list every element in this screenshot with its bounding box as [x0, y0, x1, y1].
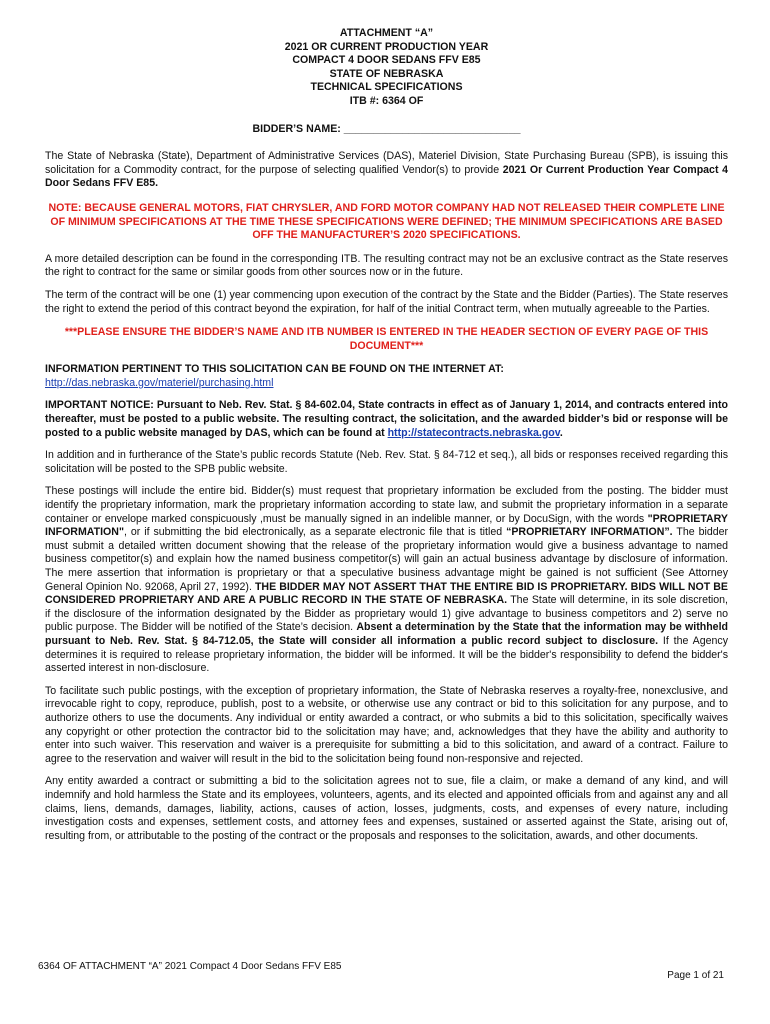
header-line: ITB #: 6364 OF — [349, 94, 424, 107]
purchasing-link[interactable]: http://das.nebraska.gov/materiel/purchasing.html — [45, 376, 274, 389]
info-heading: INFORMATION PERTINENT TO THIS SOLICITATION CAN BE FOUND ON THE INTERNET AT: — [45, 363, 504, 376]
header-line: ATTACHMENT “A” — [339, 27, 434, 39]
header-line: 2021 OR CURRENT PRODUCTION YEAR — [284, 40, 489, 53]
important-end: . — [559, 426, 563, 439]
postings-text: The State will determine, in its sole discretion, if the disclosure of the information designated by the Bidder as proprietary would 1) give advantage to business competitors and 2) serve no public purpose. The Bidder will be notified of the State’s decision. — [45, 594, 728, 634]
postings-paragraph — [45, 485, 728, 675]
footer-document-id: 6364 OF ATTACHMENT “A” 2021 Compact 4 Door Sedans FFV E85 — [38, 961, 342, 972]
postings-text: The bidder must submit a detailed written document showing that the release of the proprietary information would give a business advantage to named business competitor(s) and explain how the named business competitor(s) will gain an actual business advantage by disclosure of information. The mere assertion that information is proprietary or that a speculative business advantage might be gained is not sufficient (See Attorney General Opinion No. 92068, April 27, 1992). — [45, 526, 729, 593]
document-page — [45, 27, 728, 852]
intro-text: The State of Nebraska (State), Department of Administrative Services (DAS), Materiel Division, State Purchasing Bureau (SPB), is issuing this solicitation for a Commodity contract, for the purpose of selecting qualified Vendor(s) to provide — [45, 150, 728, 176]
postings-text: If the Agency determines it is required to release proprietary information, the bidder will be informed. It will be the bidder's responsibility to defend the bidder's asserted interest in non-disclosure. — [45, 634, 728, 675]
info-block — [45, 363, 728, 390]
postings-bold: “PROPRIETARY INFORMATION”. — [506, 526, 673, 539]
bidder-name-field: BIDDER’S NAME: ______________________________ — [252, 122, 521, 135]
header-line: STATE OF NEBRASKA — [329, 67, 444, 80]
header-line: COMPACT 4 DOOR SEDANS FFV E85 — [292, 54, 481, 67]
important-text: IMPORTANT NOTICE: Pursuant to Neb. Rev. Stat. § 84-602.04, State contracts in effect as of January 1, 2014, and contracts entered into thereafter, must be posted to a public website. The resulting contract, the solicitation, and the awarded bidder’s bid or response will be posted to a public website managed by DAS, which can be found at — [45, 399, 728, 439]
important-notice — [45, 399, 728, 440]
footer-page-number: Page 1 of 21 — [667, 970, 724, 981]
header-line: TECHNICAL SPECIFICATIONS — [310, 81, 463, 94]
itb-paragraph: A more detailed description can be found in the corresponding ITB. The resulting contract may not be an exclusive contract as the State reserves the right to contract for the same or similar goods from other sources now or in the future. — [45, 252, 728, 279]
intro-paragraph — [45, 150, 728, 191]
document-header — [45, 27, 728, 109]
postings-bold: THE BIDDER MAY NOT ASSERT THAT THE ENTIRE BID IS PROPRIETARY. BIDS WILL NOT BE CONSIDERED PROPRIETARY AND ARE A PUBLIC RECORD IN THE STATE OF NEBRASKA. — [45, 580, 728, 607]
statecontracts-link[interactable]: http://statecontracts.nebraska.gov — [387, 426, 560, 439]
entity-paragraph: Any entity awarded a contract or submitting a bid to the solicitation agrees not to sue, file a claim, or make a demand of any kind, and will indemnify and hold harmless the State and its employees, volunteers, agents, and its elected and appointed officials from and against any and all claims, liens, demands, damages, liability, actions, causes of action, losses, judgments, costs, and expenses of every nature, including investigation costs and expenses, settlement costs, and attorney fees and expenses, sustained or asserted against the State, arising out of, resulting from, or attributable to the posting of the contract or the proposals and responses to the solicitation, awards, and other documents. — [45, 775, 728, 842]
ensure-notice: ***PLEASE ENSURE THE BIDDER’S NAME AND ITB NUMBER IS ENTERED IN THE HEADER SECTION OF EVERY PAGE OF THIS DOCUMENT*** — [64, 326, 709, 352]
postings-bold: "PROPRIETARY INFORMATION" — [45, 512, 728, 539]
records-paragraph: In addition and in furtherance of the State’s public records Statute (Neb. Rev. Stat. § 84-712 et seq.), all bids or responses received regarding this solicitation will be posted to the SPB public website. — [45, 449, 728, 475]
postings-text: These postings will include the entire bid. Bidder(s) must request that proprietary information be excluded from the posting. The bidder must identify the proprietary information, mark the proprietary information according to state law, and submit the proprietary information in a separate container or envelope marked conspicuously ,must be manually signed in an indelible manner, or by DocuSign, with the words — [45, 485, 728, 525]
facilitate-paragraph: To facilitate such public postings, with the exception of proprietary information, the State of Nebraska reserves a royalty-free, nonexclusive, and irrevocable right to copy, reproduce, publish, post to a website, or otherwise use any contract or bid to this solicitation for any purpose, and to authorize others to use the documents. Any individual or entity awarded a contract, or who submits a bid to this solicitation, specifically waives any copyright or other protection the contractor bid to the solicitation may have; and, acknowledges that they have the ability and authority to enter into such waiver. This reservation and waiver is a prerequisite for submitting a bid to this solicitation, and award of a contract. Failure to agree to the reservation and waiver will result in the bid to the solicitation being found non-responsive and rejected. — [45, 684, 728, 765]
red-note: NOTE: BECAUSE GENERAL MOTORS, FIAT CHRYSLER, AND FORD MOTOR COMPANY HAD NOT RELEASED THEIR COMPLETE LINE OF MINIMUM SPECIFICATIONS AT THE TIME THESE SPECIFICATIONS WERE DEFINED; THE MINIMUM SPECIFICATIONS ARE BASED OFF THE MANUFACTURER’S 2020 SPECIFICATIONS. — [48, 201, 725, 242]
postings-bold: Absent a determination by the State that the information may be withheld pursuant to Neb. Rev. Stat. § 84-712.05, the State will consider all information a public record subject to disclosure. — [45, 621, 728, 647]
term-paragraph: The term of the contract will be one (1) year commencing upon execution of the contract by the State and the Bidder (Parties). The State reserves the right to extend the period of this contract beyond the expiration, for half of the initial Contract term, when mutually agreeable to the Parties. — [45, 288, 728, 315]
intro-bold: 2021 Or Current Production Year Compact 4 Door Sedans FFV E85. — [45, 163, 728, 190]
postings-text: , or if submitting the bid electronically, as a separate electronic file that is titled — [123, 526, 507, 539]
